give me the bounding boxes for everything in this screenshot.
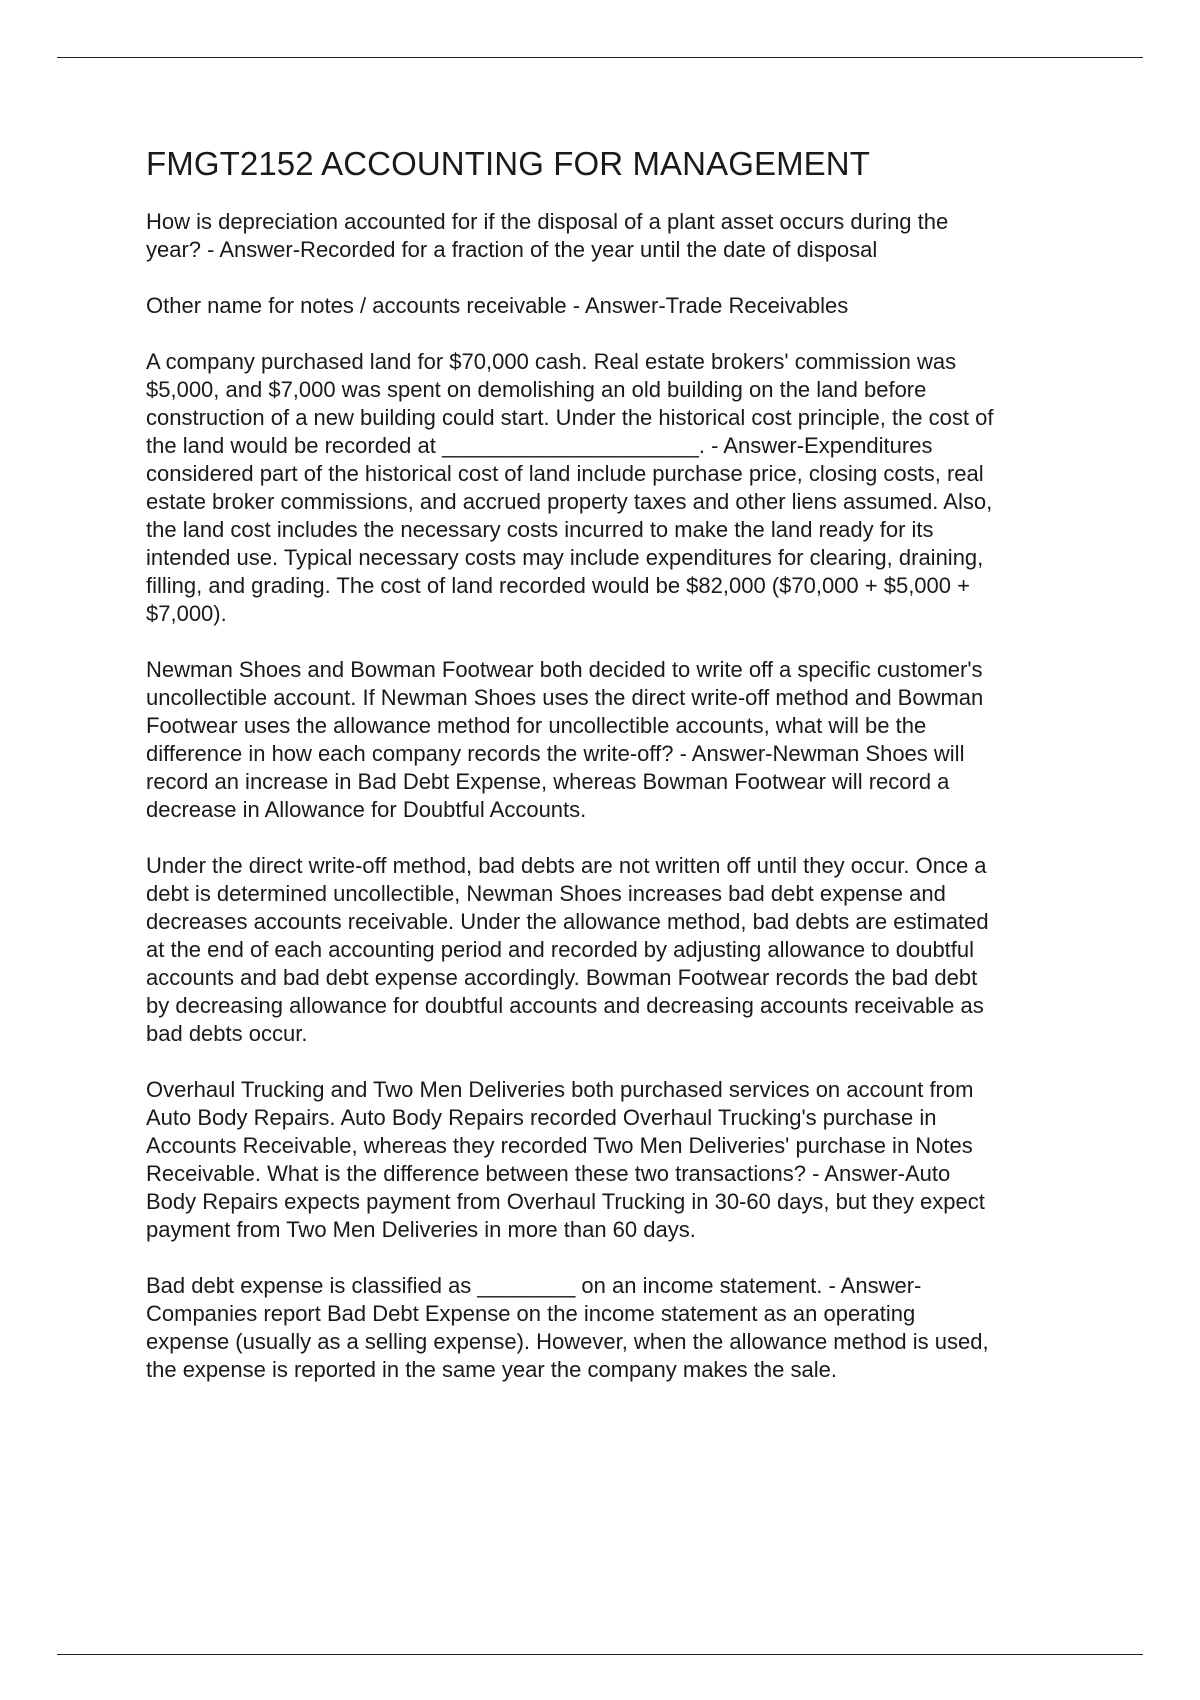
qa-trade-receivables: Other name for notes / accounts receivable - Answer-Trade Receivables [146,293,849,318]
qa-depreciation-disposal: How is depreciation accounted for if the disposal of a plant asset occurs during the year? - Answer-Recorded for a fraction of the year until the date of disposal [146,209,949,262]
qa-write-off-methods: Newman Shoes and Bowman Footwear both decided to write off a specific customer's uncollectible account. If Newman Shoes uses the direct write-off method and Bowman Footwear uses the allowance method for uncollectible accounts, what will be the difference in how each company records the write-off? - Answer-Newman Shoes will record an increase in Bad Debt Expense, whereas Bowman Footwear will record a decrease in Allowance for Doubtful Accounts. [146,657,984,822]
document-title: FMGT2152 ACCOUNTING FOR MANAGEMENT [146,145,870,182]
qa-accounts-vs-notes-receivable: Overhaul Trucking and Two Men Deliveries both purchased services on account from Auto Body Repairs. Auto Body Repairs recorded Overhaul Trucking's purchase in Accounts Receivable, whereas they recorded Two Men Deliveries' purchase in Notes Receivable. What is the difference between these two transactions? - Answer-Auto Body Repairs expects payment from Overhaul Trucking in 30-60 days, but they expect payment from Two Men Deliveries in more than 60 days. [146,1077,985,1242]
document-body [146,142,1081,1412]
qa-write-off-explanation: Under the direct write-off method, bad debts are not written off until they occur. Once a debt is determined uncollectible, Newman Shoes increases bad debt expense and decreases accounts receivable. Under the allowance method, bad debts are estimated at the end of each accounting period and recorded by adjusting allowance to doubtful accounts and bad debt expense accordingly. Bowman Footwear records the bad debt by decreasing allowance for doubtful accounts and decreasing accounts receivable as bad debts occur. [146,853,989,1046]
bottom-divider [57,1654,1143,1655]
qa-land-historical-cost: A company purchased land for $70,000 cash. Real estate brokers' commission was $5,000, and $7,000 was spent on demolishing an old building on the land before construction of a new building could start. Under the historical cost principle, the cost of the land would be recorded at _____________________. - Answer-Expenditures considered part of the historical cost of land include purchase price, closing costs, real estate broker commissions, and accrued property taxes and other liens assumed. Also, the land cost includes the necessary costs incurred to make the land ready for its intended use. Typical necessary costs may include expenditures for clearing, draining, filling, and grading. The cost of land recorded would be $82,000 ($70,000 + $5,000 + $7,000). [146,349,994,626]
top-divider [57,57,1143,58]
qa-bad-debt-classification: Bad debt expense is classified as ________ on an income statement. - Answer- Companies report Bad Debt Expense on the income statement as an operating expense (usually as a selling expense). However, when the allowance method is used, the expense is reported in the same year the company makes the sale. [146,1273,989,1382]
